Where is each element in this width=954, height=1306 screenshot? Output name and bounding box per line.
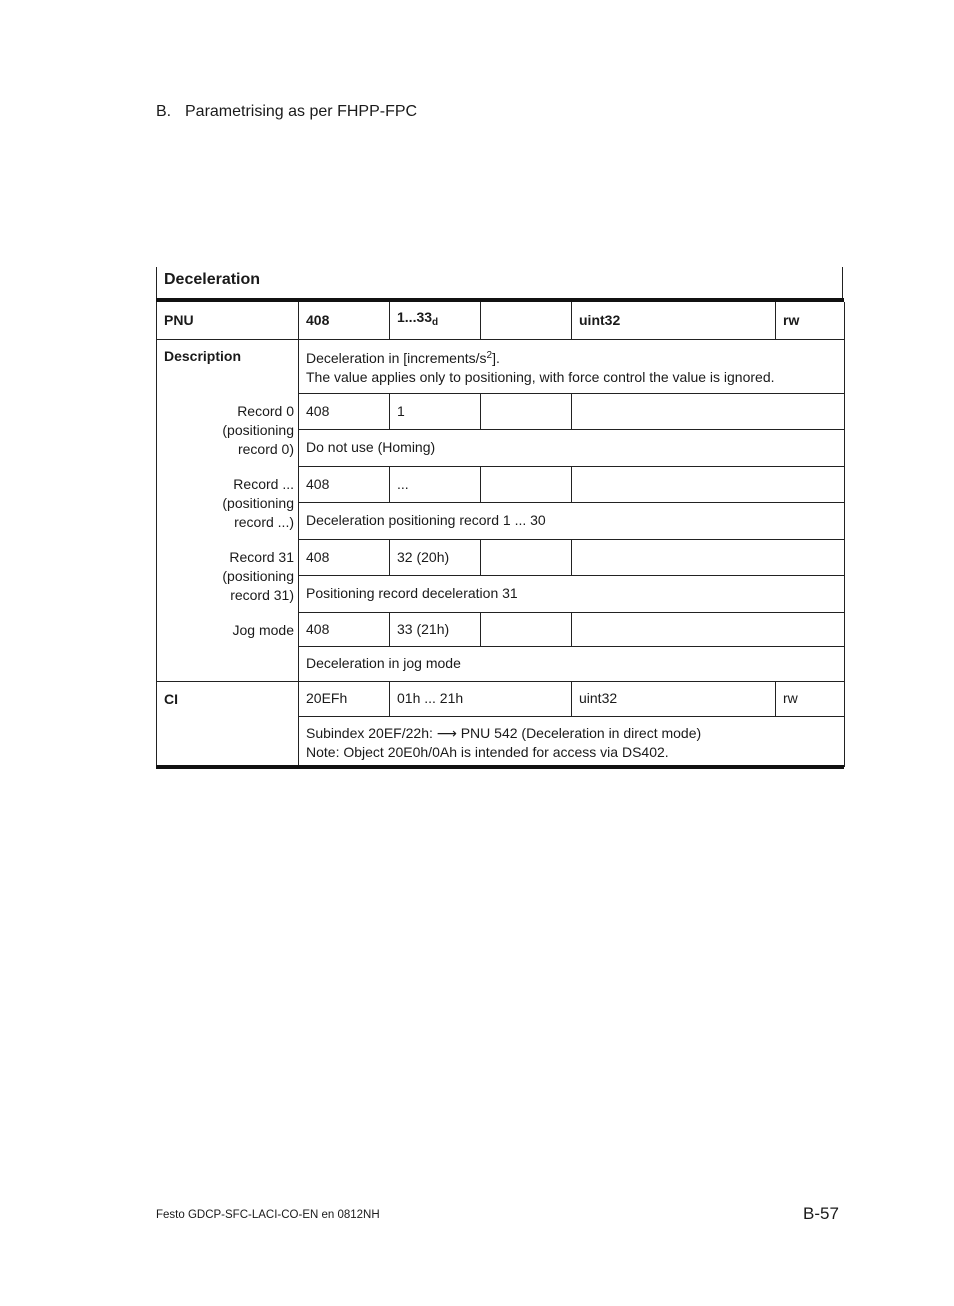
ci-index: 20EFh [299, 681, 390, 716]
table-bottom-rule [156, 765, 844, 769]
record-n-label: Record ... (positioning record ...) [222, 475, 294, 530]
empty-cell [572, 393, 845, 429]
empty-cell [572, 539, 845, 575]
record-0-text: Do not use (Homing) [299, 429, 845, 466]
empty-cell [572, 466, 845, 502]
description-label: Description [164, 347, 242, 364]
record-31-pnu: 408 [299, 539, 390, 575]
jog-mode-label: Jog mode [232, 621, 294, 638]
empty-cell [481, 539, 572, 575]
empty-cell [481, 393, 572, 429]
empty-cell [481, 612, 572, 646]
record-0-subindex: 1 [390, 393, 481, 429]
record-0-pnu: 408 [299, 393, 390, 429]
pnu-label: PNU [157, 302, 299, 339]
pnu-type: uint32 [572, 302, 776, 339]
ci-access: rw [776, 681, 845, 716]
page-header [156, 103, 417, 121]
record-31-text: Positioning record deceleration 31 [299, 575, 845, 612]
pnu-range: $1...33_d$ [390, 302, 481, 339]
pnu-value: 408 [299, 302, 390, 339]
ci-type: uint32 [572, 681, 776, 716]
page-number: B-57 [803, 1204, 839, 1223]
table-title: Deceleration [156, 267, 843, 298]
record-31-subindex: 32 (20h) [390, 539, 481, 575]
pnu-blank-cell [481, 302, 572, 339]
parameter-table [156, 302, 845, 767]
record-31-label: Record 31 (positioning record 31) [222, 548, 294, 603]
record-0-label: Record 0 (positioning record 0) [222, 402, 294, 457]
jog-mode-pnu: 408 [299, 612, 390, 646]
ci-note-line-2: Note: Object 20E0h/0Ah is intended for access via DS402. [306, 743, 669, 760]
empty-cell [481, 466, 572, 502]
section-number: B. [156, 103, 172, 120]
ci-label: CI [157, 681, 299, 767]
description-label-column [157, 339, 299, 681]
ci-note [299, 716, 845, 767]
ci-subindex: 01h ... 21h [390, 681, 572, 716]
description-row [157, 339, 845, 393]
empty-cell [572, 612, 845, 646]
record-n-subindex: ... [390, 466, 481, 502]
record-n-pnu: 408 [299, 466, 390, 502]
ci-row [157, 681, 845, 716]
section-title: Parametrising as per FHPP-FPC [185, 103, 418, 120]
jog-mode-text: Deceleration in jog mode [299, 646, 845, 681]
footer-document-id: Festo GDCP-SFC-LACI-CO-EN en 0812NH [156, 1209, 380, 1221]
jog-mode-subindex: 33 (21h) [390, 612, 481, 646]
description-text: Deceleration in $[increments/s^2]$. The value applies only to positioning, with force control the value is ignored. [299, 339, 845, 393]
pnu-access: rw [776, 302, 845, 339]
ci-note-line-1: Subindex 20EF/22h: ⟶ PNU 542 (Deceleration in direct mode) [306, 724, 702, 741]
pnu-row [157, 302, 845, 339]
record-n-text: Deceleration positioning record 1 ... 30 [299, 502, 845, 539]
